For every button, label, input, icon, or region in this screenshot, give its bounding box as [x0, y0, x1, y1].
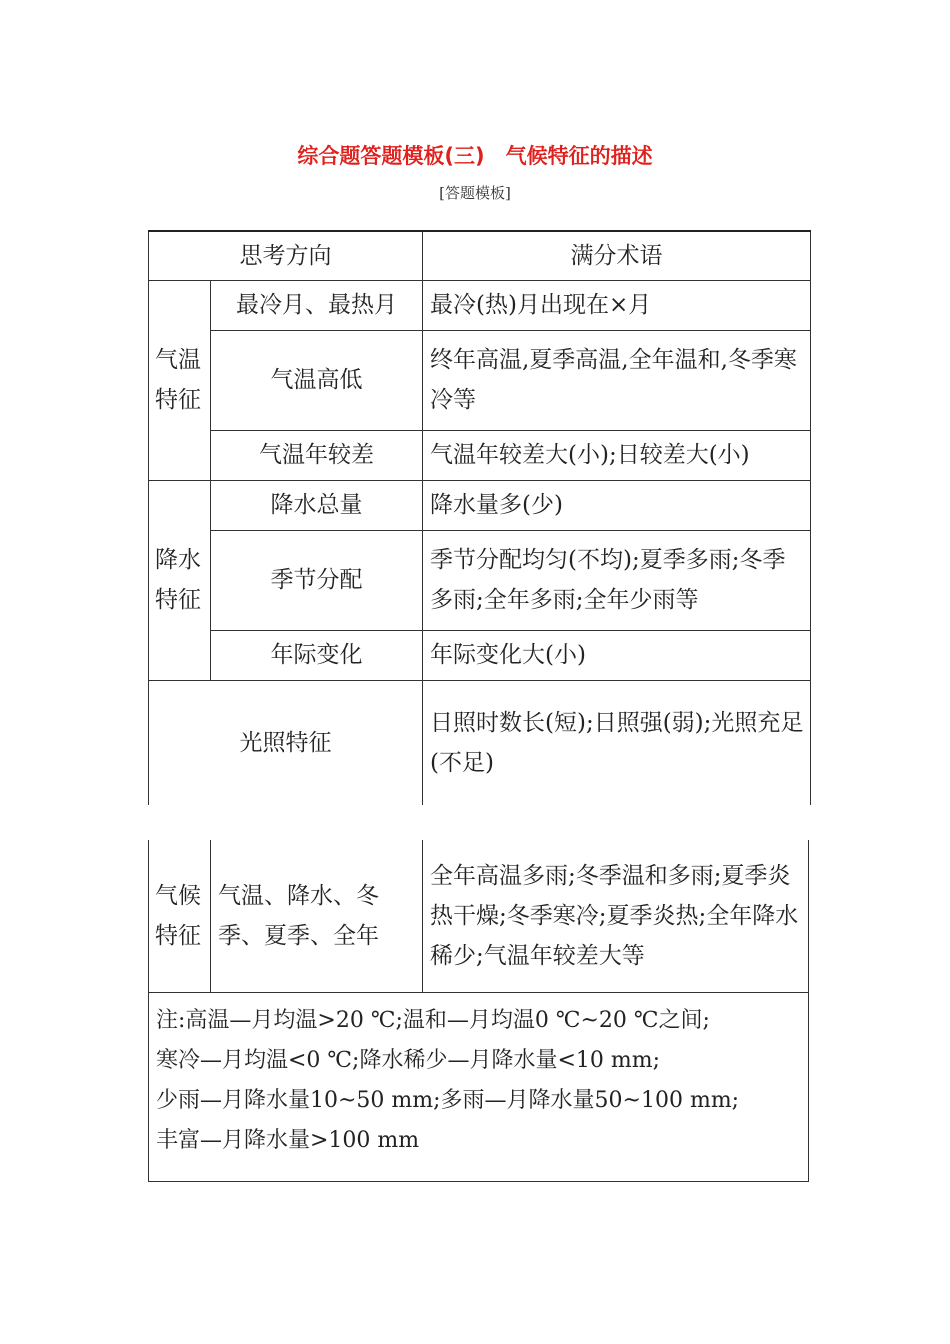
category-sunlight: 光照特征 [149, 680, 423, 805]
item-annual-temperature-range: 气温年较差 [211, 430, 423, 480]
item-total-precipitation: 降水总量 [211, 480, 423, 530]
item-coldest-hottest-month: 最冷月、最热月 [211, 280, 423, 330]
category-precipitation: 降水特征 [149, 480, 211, 680]
term-seasonal-distribution: 季节分配均匀(不均);夏季多雨;冬季多雨;全年多雨;全年少雨等 [423, 530, 811, 630]
note-line-3: 少雨—月降水量10~50 mm;多雨—月降水量50~100 mm; [156, 1087, 740, 1113]
page-subtitle: [答题模板] [439, 184, 511, 202]
header-direction: 思考方向 [149, 231, 423, 280]
note-line-2: 寒冷—月均温<0 ℃;降水稀少—月降水量<10 mm; [156, 1047, 661, 1073]
note-cell [149, 992, 809, 1181]
item-seasonal-distribution: 季节分配 [211, 530, 423, 630]
answer-template-table [148, 230, 811, 805]
note-line-1: 注:高温—月均温>20 ℃;温和—月均温0 ℃~20 ℃之间; [156, 1007, 710, 1033]
term-climate: 全年高温多雨;冬季温和多雨;夏季炎热干燥;冬季寒冷;夏季炎热;全年降水稀少;气温年较差大等 [423, 840, 809, 992]
item-climate: 气温、降水、冬季、夏季、全年 [211, 840, 423, 992]
term-coldest-hottest-month: 最冷(热)月出现在×月 [423, 280, 811, 330]
header-terms: 满分术语 [423, 231, 811, 280]
item-temperature-level: 气温高低 [211, 330, 423, 430]
note-line-4: 丰富—月降水量>100 mm [156, 1127, 420, 1153]
term-interannual-variation: 年际变化大(小) [423, 630, 811, 680]
category-temperature: 气温特征 [149, 280, 211, 480]
item-interannual-variation: 年际变化 [211, 630, 423, 680]
page-title: 综合题答题模板(三) 气候特征的描述 [297, 144, 653, 168]
term-sunlight: 日照时数长(短);日照强(弱);光照充足(不足) [423, 680, 811, 805]
term-temperature-level: 终年高温,夏季高温,全年温和,冬季寒冷等 [423, 330, 811, 430]
category-climate: 气候特征 [149, 840, 211, 992]
answer-template-table-continued [148, 840, 809, 1182]
term-annual-temperature-range: 气温年较差大(小);日较差大(小) [423, 430, 811, 480]
term-total-precipitation: 降水量多(少) [423, 480, 811, 530]
